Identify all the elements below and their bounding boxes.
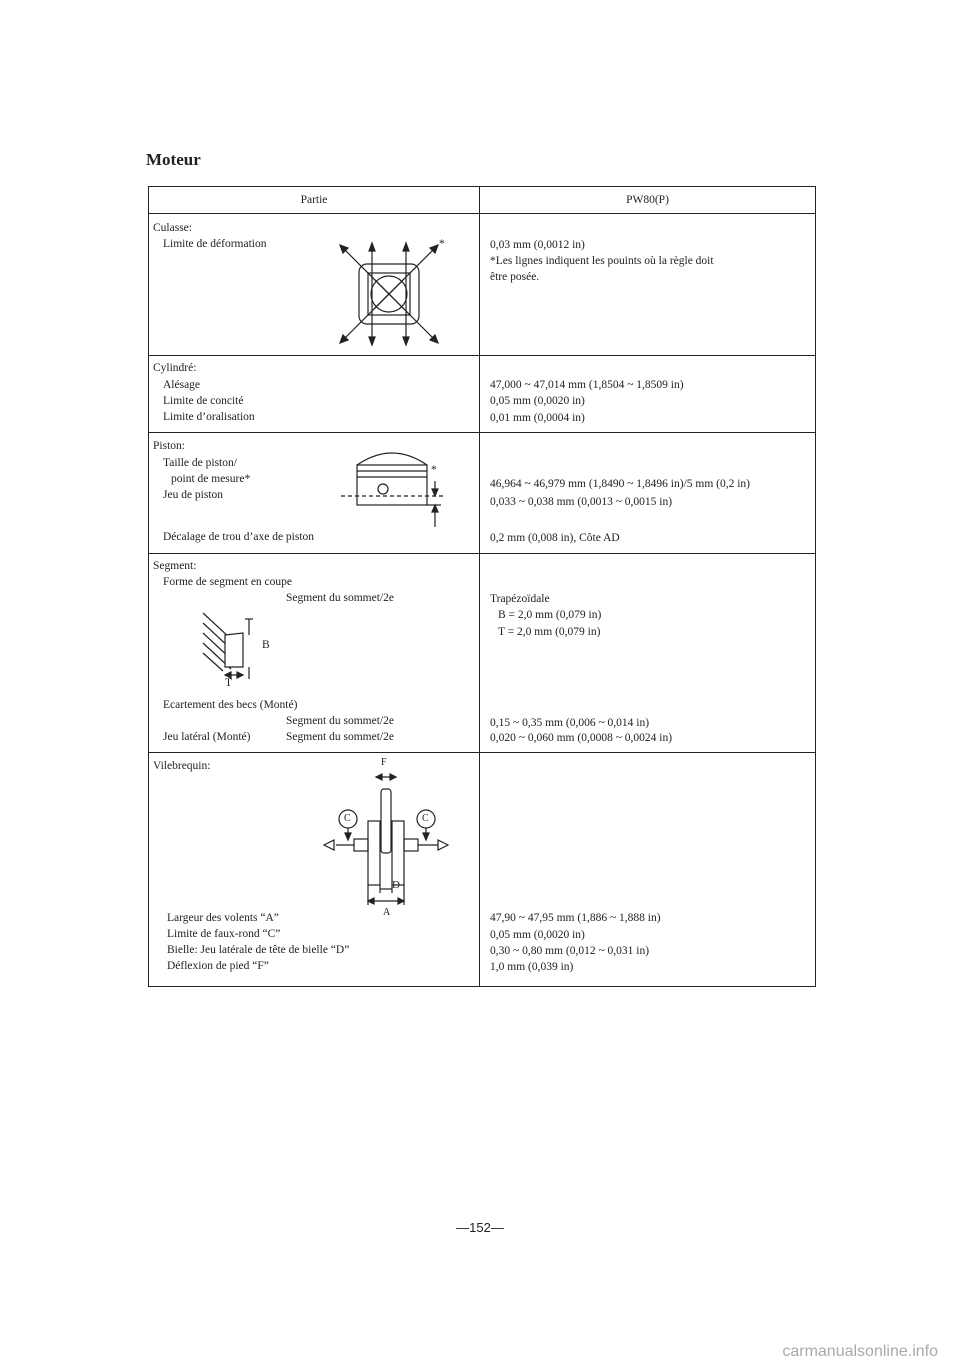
segment-label-b: B [262, 639, 270, 651]
piston-item-1b: point de mesure* [171, 473, 251, 485]
header-pw80: PW80(P) [480, 187, 816, 214]
segment-item-2b: Segment du sommet/2e [286, 715, 394, 727]
table-header-row [149, 187, 816, 214]
cylindre-item-3: Limite d’oralisation [163, 411, 255, 423]
segment-item-1: Forme de segment en coupe [163, 576, 293, 588]
crank-label-a: A [383, 907, 391, 918]
vilebrequin-item-3: Bielle: Jeu latérale de tête de bielle “D” [167, 944, 350, 956]
culasse-note-2: être posée. [490, 271, 540, 283]
segment-value-3: 0,020 ~ 0,060 mm (0,0008 ~ 0,0024 in) [490, 732, 673, 744]
culasse-star: * [439, 238, 445, 250]
vilebrequin-value-4: 1,0 mm (0,039 in) [490, 961, 574, 973]
vilebrequin-value-2: 0,05 mm (0,0020 in) [490, 929, 585, 941]
segment-value-1c: T = 2,0 mm (0,079 in) [498, 626, 601, 638]
spec-table [148, 186, 816, 987]
segment-value-1: Trapézoïdale [490, 593, 550, 605]
table-row-piston [149, 433, 816, 554]
cylindre-value-3: 0,01 mm (0,0004 in) [490, 412, 585, 424]
segment-label-t: T [225, 677, 233, 689]
cylindre-value-1: 47,000 ~ 47,014 mm (1,8504 ~ 1,8509 in) [490, 379, 684, 391]
segment-item-2: Ecartement des becs (Monté) [163, 699, 298, 711]
piston-item-2: Jeu de piston [163, 489, 224, 501]
vilebrequin-value-1: 47,90 ~ 47,95 mm (1,886 ~ 1,888 in) [490, 912, 661, 924]
piston-diagram [337, 443, 447, 533]
piston-value-3: 0,2 mm (0,008 in), Côte AD [490, 532, 620, 544]
segment-item-3b: Segment du sommet/2e [286, 731, 394, 743]
header-partie: Partie [149, 187, 480, 214]
cylindre-item-1: Alésage [163, 379, 201, 391]
culasse-note-1: *Les lignes indiquent les pouints où la règle doit [490, 255, 714, 267]
cylindre-value-2: 0,05 mm (0,0020 in) [490, 395, 585, 407]
culasse-item: Limite de déformation [163, 238, 267, 250]
segment-item-3: Jeu latéral (Monté) [163, 731, 251, 743]
vilebrequin-item-2: Limite de faux-rond “C” [167, 928, 281, 940]
cylinder-head-flatness-diagram [334, 239, 444, 349]
segment-heading: Segment: [153, 560, 197, 572]
vilebrequin-item-1: Largeur des volents “A” [167, 912, 279, 924]
page-number: —152— [456, 1220, 504, 1235]
piston-heading: Piston: [153, 440, 185, 452]
cylindre-heading: Cylindré: [153, 362, 197, 374]
crankshaft-diagram [314, 755, 464, 915]
segment-value-2: 0,15 ~ 0,35 mm (0,006 ~ 0,014 in) [490, 717, 650, 729]
table-row-segment [149, 554, 816, 753]
table-row-culasse [149, 214, 816, 356]
table-row-vilebrequin [149, 753, 816, 987]
segment-value-1b: B = 2,0 mm (0,079 in) [498, 609, 602, 621]
watermark: carmanualsonline.info [782, 1343, 938, 1360]
segment-item-1b: Segment du sommet/2e [286, 592, 394, 604]
cylindre-item-2: Limite de concité [163, 395, 244, 407]
vilebrequin-item-4: Déflexion de pied “F” [167, 960, 269, 972]
piston-item-3: Décalage de trou d’axe de piston [163, 531, 315, 543]
crank-label-d: D [392, 879, 400, 891]
crank-label-c2: C [422, 813, 429, 824]
page-title: Moteur [146, 150, 201, 169]
table-row-cylindre [149, 356, 816, 433]
vilebrequin-value-3: 0,30 ~ 0,80 mm (0,012 ~ 0,031 in) [490, 945, 650, 957]
piston-item-1a: Taille de piston/ [163, 457, 237, 469]
crank-label-f: F [381, 757, 387, 768]
culasse-value: 0,03 mm (0,0012 in) [490, 239, 585, 251]
vilebrequin-heading: Vilebrequin: [153, 760, 211, 772]
piston-value-1: 46,964 ~ 46,979 mm (1,8490 ~ 1,8496 in)/5 mm (0,2 in) [490, 478, 751, 490]
crank-label-c1: C [344, 813, 351, 824]
culasse-heading: Culasse: [153, 222, 192, 234]
piston-star: * [431, 464, 437, 476]
piston-value-2: 0,033 ~ 0,038 mm (0,0013 ~ 0,0015 in) [490, 496, 673, 508]
